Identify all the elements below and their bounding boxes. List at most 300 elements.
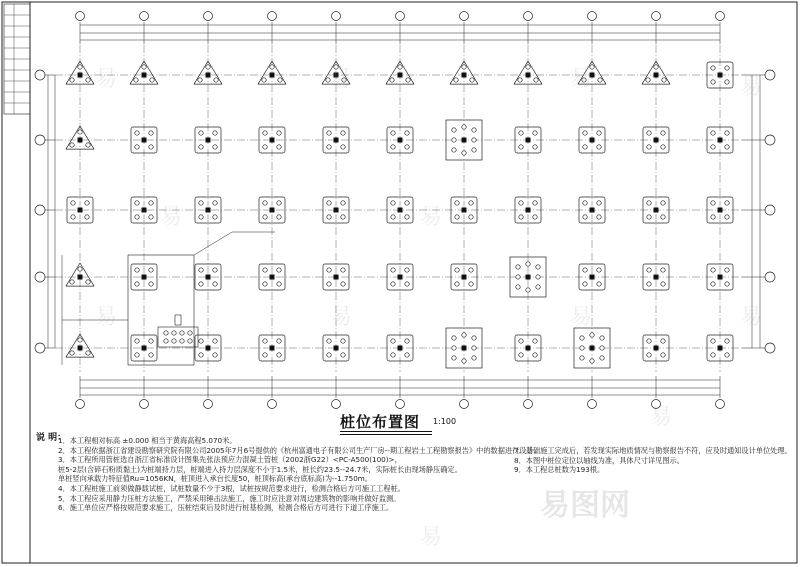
pile-marker [263,353,267,357]
pile-marker [711,215,715,219]
column-marker [718,73,723,78]
pile-marker [327,215,331,219]
pile-marker [391,339,395,343]
column-marker [462,73,467,78]
pile-marker [455,201,459,205]
drawing-scale: 1:100 [433,417,457,426]
pile-marker [472,138,476,142]
axis-bubble [460,12,469,21]
pile-marker [70,78,74,82]
pile-marker [519,145,523,149]
pile-marker [533,353,537,357]
pile-marker [71,215,75,219]
pile-marker [405,282,409,286]
column-marker [78,208,83,213]
watermark: 易 [570,67,593,92]
column-marker [206,346,211,351]
pile-marker [327,339,331,343]
pile-marker [725,282,729,286]
pile-marker [661,353,665,357]
pile-marker [455,268,459,272]
pile-marker [405,145,409,149]
pile-marker [647,201,651,205]
watermark: 易 [420,205,443,230]
pile-marker [199,339,203,343]
column-marker [462,275,467,280]
column-marker [398,275,403,280]
pile-marker [341,131,345,135]
pile-marker [390,78,394,82]
pile-marker [661,201,665,205]
pile-marker [711,131,715,135]
column-marker [270,346,275,351]
pile-marker [149,339,153,343]
pile-marker [149,215,153,219]
axis-bubble [396,400,405,409]
drawing-title-block [340,411,500,435]
detail-leader [194,232,232,255]
column-marker [78,275,83,280]
pile-marker [533,215,537,219]
pile-marker [263,131,267,135]
pile-marker [327,201,331,205]
pile-marker [263,215,267,219]
pile-marker [470,78,474,82]
pile-marker [134,78,138,82]
axis-bubble [765,135,775,145]
pile-marker [71,201,75,205]
axis-bubble [204,400,213,409]
pile-marker [213,215,217,219]
pile-marker [469,215,473,219]
pile-marker [600,356,604,360]
column-marker [590,275,595,280]
column-marker [142,346,147,351]
pile-marker [661,131,665,135]
pile-marker [135,131,139,135]
pile-marker [526,262,530,266]
pile-marker [85,201,89,205]
pile-marker [277,282,281,286]
pile-marker [149,282,153,286]
pile-marker [725,80,729,84]
pile-marker [341,145,345,149]
column-marker [718,208,723,213]
pile-marker [519,131,523,135]
pile-marker [725,66,729,70]
pile-marker [78,130,82,134]
watermark: 易 [650,405,673,430]
pile-marker [327,145,331,149]
pile-marker [469,282,473,286]
pile-marker [452,138,456,142]
pile-marker [135,215,139,219]
pile-marker [277,353,281,357]
pile-marker [452,336,456,340]
axis-bubble [140,12,149,21]
pile-marker [78,65,82,69]
pile-marker [533,339,537,343]
pile-marker [472,336,476,340]
column-marker [78,346,83,351]
axis-bubble [76,400,85,409]
pile-marker [263,145,267,149]
axis-bubble [204,12,213,21]
pile-marker [725,268,729,272]
column-marker [526,138,531,143]
column-marker [654,73,659,78]
pile-marker [519,339,523,343]
pile-marker [519,215,523,219]
pile-marker [533,145,537,149]
pile-marker [213,201,217,205]
column-marker [718,275,723,280]
column-marker [270,138,275,143]
pile-marker [327,353,331,357]
column-marker [590,346,595,351]
pile-marker [149,131,153,135]
pile-marker [516,285,520,289]
pile-marker [452,148,456,152]
pile-marker [277,131,281,135]
pile-marker [647,131,651,135]
pile-marker [263,339,267,343]
column-marker [526,275,531,280]
pile-marker [172,331,176,335]
pile-marker [472,128,476,132]
pile-marker [341,282,345,286]
pile-marker [455,215,459,219]
pile-marker [661,215,665,219]
pile-marker [472,356,476,360]
axis-bubble [460,400,469,409]
note-line: 单桩竖向承载力特征值Ru=1056KN，桩顶进入承台长度50，桩顶标高(承台底标高)为--1.750m。 [58,474,372,484]
axis-bubble [765,272,775,282]
column-marker [142,275,147,280]
pile-marker [647,145,651,149]
pile-marker [597,201,601,205]
pile-marker [391,268,395,272]
column-marker [206,275,211,280]
pile-marker [597,131,601,135]
pile-marker [598,78,602,82]
pile-marker [472,346,476,350]
column-marker [462,208,467,213]
pile-marker [391,215,395,219]
pile-marker [213,282,217,286]
pile-marker [711,268,715,272]
pile-marker [86,78,90,82]
pile-marker [583,131,587,135]
column-marker [270,275,275,280]
column-marker [206,73,211,78]
pile-marker [70,143,74,147]
pile-marker [600,336,604,340]
watermark: 易 [740,305,763,330]
pile-marker [180,331,184,335]
note-line: 3．本工程所用管桩选自浙江省标准设计图集先张法预应力混凝土管桩（2002浙G22）<PC-A500(100)>， [58,455,402,465]
pile-marker [263,201,267,205]
notes-left-column [58,436,541,513]
pile-marker [725,145,729,149]
pile-marker [263,282,267,286]
watermark: 易 [330,305,353,330]
title-underline [340,431,432,432]
note-line: 4．本工程桩施工前须做静载试桩，试桩数量不少于3根，试桩按规范要求进行，检测合格后方可施工工程桩。 [58,483,405,493]
axis-bubble [588,12,597,21]
pile-marker [180,339,184,343]
axis-bubble [332,400,341,409]
pile-marker [199,131,203,135]
note-line: 2．本工程依据浙江省建设勘察研究院有限公司2005年7月6号提供的《杭州富通电子有限公司生产厂房--期工程岩土工程勘察报告》中的数据进行设计。 [58,445,541,455]
pile-marker [391,131,395,135]
axis-bubble [765,70,775,80]
pile-marker [534,78,538,82]
pile-marker [583,201,587,205]
pile-marker [149,268,153,272]
pile-marker [150,78,154,82]
pile-marker [580,336,584,340]
axis-bubble [524,12,533,21]
column-marker [398,138,403,143]
pile-marker [70,351,74,355]
pile-marker [199,268,203,272]
pile-marker [462,359,466,363]
pile-marker [135,339,139,343]
pile-marker [341,215,345,219]
column-marker [270,208,275,213]
note-line: 1．本工程相对标高 ±0.000 相当于黄海高程5.070米。 [58,436,237,445]
pile-marker [149,201,153,205]
pile-marker [188,331,192,335]
axis-bubble [140,400,149,409]
pile-marker [135,201,139,205]
column-marker [270,73,275,78]
column-marker [334,208,339,213]
column-marker [654,346,659,351]
pile-marker [462,125,466,129]
pile-marker [452,356,456,360]
column-marker [142,138,147,143]
watermark: 易 [740,75,763,100]
pile-marker [519,201,523,205]
pile-marker [597,268,601,272]
column-marker [398,73,403,78]
pile-marker [391,201,395,205]
pile-marker [135,282,139,286]
pile-marker [277,215,281,219]
pile-marker [213,353,217,357]
note-line: 6．施工单位应严格按规范要求施工，压桩结束后及时进行桩基检测，检测合格后方可进行下道工序施工。 [58,503,394,513]
pile-marker [462,65,466,69]
column-marker [334,138,339,143]
pile-marker [583,268,587,272]
pile-marker [262,78,266,82]
pile-marker [516,265,520,269]
pile-marker [725,201,729,205]
pile-marker [536,275,540,279]
pile-marker [583,145,587,149]
pile-marker [277,268,281,272]
axis-bubble [765,205,775,215]
title-underline-2 [340,434,432,435]
pile-marker [647,268,651,272]
pile-marker [600,346,604,350]
pile-marker [580,346,584,350]
axis-bubble [396,12,405,21]
pile-marker [405,339,409,343]
pile-marker [711,353,715,357]
pile-marker [597,215,601,219]
pile-marker [199,353,203,357]
pile-marker [516,275,520,279]
pile-marker [583,215,587,219]
pile-marker [583,282,587,286]
pile-marker [86,280,90,284]
pile-marker [278,78,282,82]
column-marker [462,138,467,143]
column-marker [590,208,595,213]
pile-marker [536,285,540,289]
column-marker [206,208,211,213]
pile-marker [647,215,651,219]
column-marker [206,138,211,143]
pile-marker [86,351,90,355]
pile-marker [327,282,331,286]
pile-marker [263,268,267,272]
pile-marker [277,339,281,343]
pile-marker [188,339,192,343]
axis-bubble [35,205,45,215]
axis-bubble [524,400,533,409]
pile-marker [405,353,409,357]
pile-cap-rect [158,327,198,347]
pile-marker [164,331,168,335]
pile-marker [590,359,594,363]
watermark: 易 [95,305,118,330]
pile-marker [725,353,729,357]
pile-marker [78,267,82,271]
column-marker [718,346,723,351]
pile-marker [725,131,729,135]
pile-marker [661,145,665,149]
pile-marker [405,215,409,219]
pile-marker [391,282,395,286]
pile-marker [647,282,651,286]
pile-marker [405,201,409,205]
axis-bubble [35,70,45,80]
axis-bubble [652,12,661,21]
pile-marker [590,333,594,337]
watermark: 易 [420,525,443,550]
column-marker [334,346,339,351]
axis-bubble [332,12,341,21]
pile-marker [454,78,458,82]
note-line: 8．本图中桩位定位以轴线为准，具体尺寸详见图示。 [514,455,684,465]
pile-marker [198,78,202,82]
pile-marker [86,143,90,147]
pile-marker [533,201,537,205]
pile-marker [469,201,473,205]
pile-marker [725,339,729,343]
pile-marker [164,339,168,343]
axis-bubble [35,272,45,282]
pile-marker [85,215,89,219]
pile-marker [662,78,666,82]
drawing-title: 桩位布置图 [340,413,421,431]
pile-marker [213,131,217,135]
pile-marker [277,145,281,149]
pile-marker [405,131,409,135]
pile-marker [711,339,715,343]
note-line: 5．本工程应采用静力压桩方法施工，严禁采用锤击法施工，施工时应注意对周边建筑物的影响并做好监测。 [58,493,401,503]
column-marker [526,346,531,351]
pile-marker [526,288,530,292]
watermark: 易 [160,205,183,230]
watermark: 易 [95,67,118,92]
pile-marker [654,65,658,69]
column-marker [462,346,467,351]
pile-marker [135,353,139,357]
pile-marker [597,145,601,149]
pile-marker [519,353,523,357]
axis-bubble [76,12,85,21]
pile-marker [391,353,395,357]
column-marker [78,138,83,143]
pile-marker [327,131,331,135]
column-marker [526,208,531,213]
pile-marker [327,268,331,272]
axis-bubble [268,400,277,409]
column-marker [78,73,83,78]
notes-right-column [514,446,792,475]
pile-marker [78,338,82,342]
pile-marker [533,131,537,135]
pile-marker [455,282,459,286]
pile-marker [149,353,153,357]
pile-marker [199,145,203,149]
pile-marker [711,80,715,84]
pile-marker [536,265,540,269]
pile-marker [580,356,584,360]
note-line: 7．基础施工完成后，若发现实际地质情况与勘察报告不符，应及时通知设计单位处理。 [514,446,792,455]
watermark: 易 [330,67,353,92]
column-marker [654,208,659,213]
pile-marker [341,339,345,343]
pile-marker [661,268,665,272]
pile-marker [149,145,153,149]
pile-marker [406,78,410,82]
pile-marker [135,145,139,149]
pile-marker [405,268,409,272]
pile-marker [341,268,345,272]
pile-marker [199,282,203,286]
column-marker [334,275,339,280]
axis-bubble [716,12,725,21]
pile-marker [469,268,473,272]
notes-heading: 说 明： [36,433,67,443]
pile-marker [135,268,139,272]
column-marker [398,208,403,213]
pile-marker [391,145,395,149]
pile-marker [472,148,476,152]
watermark: 易 [570,305,593,330]
pile-marker [518,78,522,82]
column-marker [526,73,531,78]
note-line: 9．本工程总桩数为193根。 [514,465,605,475]
column-marker [718,138,723,143]
pile-marker [462,333,466,337]
